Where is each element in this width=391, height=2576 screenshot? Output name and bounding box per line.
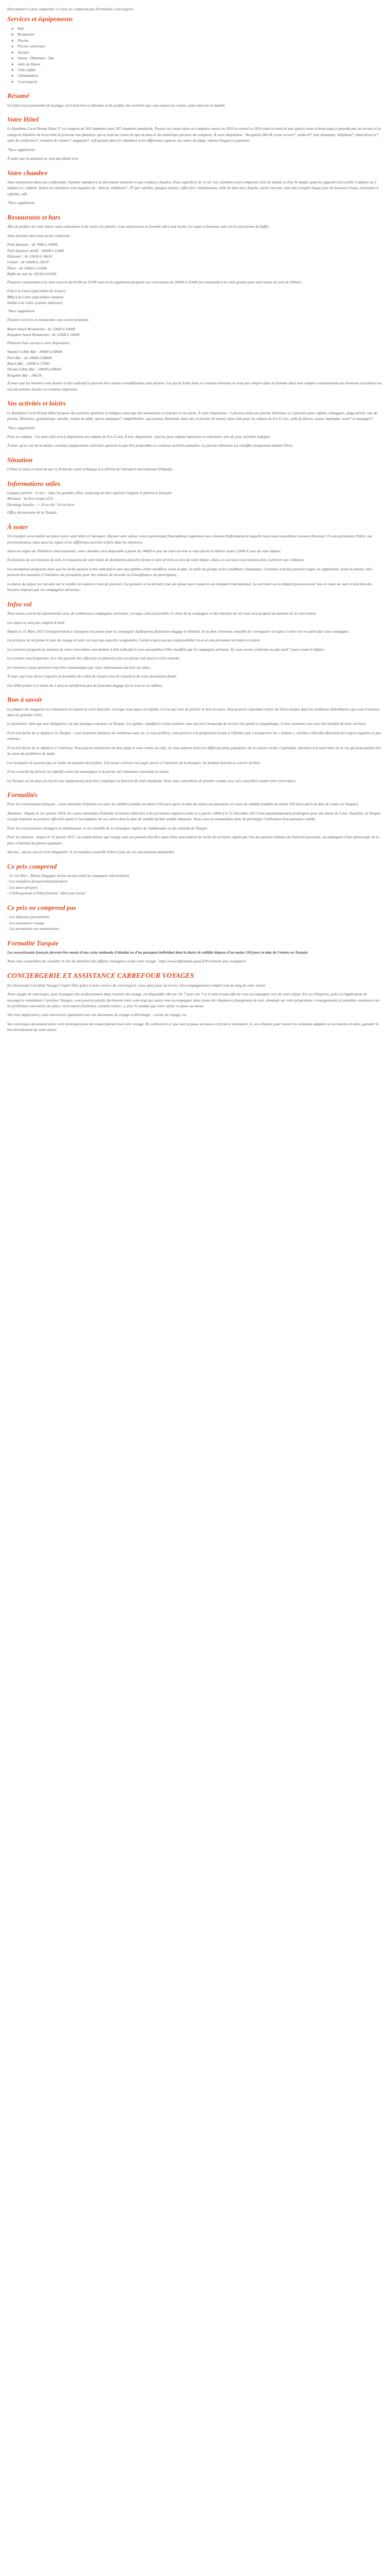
service-item: ◦ Restaurant bbox=[18, 31, 384, 37]
bars-intro: Plusieurs bars seront à votre disposition : bbox=[7, 340, 71, 345]
meal-time: Goûter : de 16h00 à 16h30 bbox=[7, 260, 49, 265]
restaurants-formula: Votre formule ultra tout inclus comprend : bbox=[7, 233, 72, 238]
meal-time: Buffet de nuit de 23h30 à 01h00 bbox=[7, 272, 56, 277]
formalites-paragraph: Pour les mineurs : depuis le 15 janvier 2017, un enfant mineur qui voyage sans ses parents doit être muni d'une autorisation de sortie de territoire signée par l'un des parents titulaire de l'autorité parentale, accompagnée d'une photocopie de la pièce d'identité du parent signataire. bbox=[7, 835, 379, 845]
vol-paragraph: Les bébés (entre 0 et moins de 2 ans) ne bénéficient pas de franchise bagage (et ne sont ni en cabine). bbox=[7, 683, 163, 688]
formalites-paragraph: Pour les ressortissants étrangers ou binationaux, il est conseillé de se renseigner auprès de l'ambassade ou du consulat de Turquie. bbox=[7, 825, 208, 831]
meal-time: Petit déjeuner : de 7h00 à 10h00 bbox=[7, 242, 58, 247]
anoter-paragraph: La durée du séjour est calculée sur le nombre de nuitées et non de journées. La première et la dernière jour du séjour sont consacrés au transport international. Les arrivées ou les départs peuvent avoir lieu en cours de nuit en fonction des horaires imposés par les compagnies aériennes. bbox=[7, 581, 372, 592]
conciergerie-paragraph: Notre équipe de concierges, pour la plupart des professionnels dans l'univers du voyage, est disponible 24h sur 24, 7 jours sur 7 et à votre écoute afin de vous accompagner lors de votre séjour. En cas d'imprévu, grâce à l'application de messagerie instantanée Carrefour Voyages, vous pourrez joindre facilement votre concierge qui saura vous accompagner dans toutes les situations (changement de vols, demande sur votre programme, renseignements à connaître, assistance sur les problèmes rencontrés sur place, réservation d'activités, conseils visites...), avec le souhait que votre séjour se passe au mieux. bbox=[7, 992, 380, 1008]
prix-item: - Les taxes aéroport bbox=[7, 885, 38, 890]
restaurants-disclaimer: À noter que les horaires sont donnés à titre indicatif et peuvent être soumis à modification sans préavis. Les jus de fruits frais et certaines boissons ne sont pas compris dans la formule ultra tout compris contrairement aux boissons alcoolisées ou non alcoolisées locales et certaines importées. bbox=[7, 381, 382, 392]
formalites-paragraph: Vaccins : aucun vaccin n'est obligatoire. Il est toutefois conseillé d'être à jour de vos vaccinations habituelles. bbox=[7, 850, 175, 855]
prix-list bbox=[7, 873, 384, 896]
extras-intro: D'autres services et restaurants vous seront proposés : bbox=[7, 317, 91, 323]
service-item: ◦ Sauna - Hammam - Spa bbox=[18, 55, 384, 61]
alacarte-item: Fish à la Carte (spécialités de la mer) bbox=[7, 289, 66, 294]
resume-title: Résumé bbox=[7, 92, 29, 100]
alacarte-intro: Plusieurs restaurants à la carte ouverts du 01/04 au 31/09 sont servis également proposés sur réservation de 19h00 à 21h00 (un restaurant à la carte gratuit pour tout séjour au sein de l'hôtel) : bbox=[7, 279, 303, 284]
bar-item: Wander Lobby Bar : 10h00 à 00h00 bbox=[7, 349, 62, 354]
page bbox=[0, 0, 391, 1046]
prix-item: - L'hébergement à l'hôtel formule "ultra tout inclus" bbox=[7, 891, 87, 896]
hotel-note: À noter que la animaux ne sont pas admis très. bbox=[7, 156, 79, 161]
services-list bbox=[7, 26, 384, 85]
vol-paragraph: Nous avons conclu des partenariats avec de nombreuses compagnies aériennes. Lorsque cela est possible, le choix de la compagnie et des horaires de vol vous sera proposé au moment de la réservation. bbox=[7, 611, 317, 616]
anoter-paragraph: Les prestations proposées ainsi que les tarifs passent à titre indicatif et sont susceptibles d'être modifiées selon la date, la taille du groupe et les conditions climatiques. Certaines activités peuvent exiger un supplément. Selon la saison, elles peuvent être annulées à l'initiative du prestataire pour des raisons de sécurité ou d'insuffisance de participants. bbox=[7, 566, 372, 578]
meal-time: Petit déjeuner tardif : 10h00 à 11h00 bbox=[7, 248, 64, 253]
chambre-title: Votre chambre bbox=[7, 168, 48, 177]
service-item: ◦ Salle de fitness bbox=[18, 61, 384, 67]
vol-paragraph: La présence de la femme le jour du voyage et votre vol sont une autorité cosignataire, l'avion n'aura aucune responsabilité vis-à-vis des personnes arrivant en retard. bbox=[7, 638, 260, 643]
savoir-paragraph: Il est très facile de se déplacer en Turquie : vous trouverez aisément de nombreux taxis ou, si vous préférez, vous pourrez à la proposition locale à l'hôtelier par a transporter les « dolmus », minibus collectifs effectuant des trajets réguliers et peu onéreux. bbox=[7, 730, 381, 741]
service-item: ◦ Climatisation bbox=[18, 73, 384, 78]
formalites-paragraph: Pour les ressortissants français : carte nationale d'identité en cours de validité (valable au moins 150 jours après la date de retour) ou passeport en cours de validité (valable au moins 150 jours après la date de retour en Turquie). bbox=[7, 802, 359, 807]
loisirs-description: Le Kandima Coral Dream Hôtel propose des activités sportives et ludiques ainsi que des animations en journée et en soirée. À votre disposition : 2 piscines dont une piscine intérieure et 2 piscines pour enfants, toboggans, plage privée, aux de piscine, fléchettes, gymnastique, aérobic, tennis de table, sports nautiques*, amphithéâtre, spa (sauna, Hammam, bain turc et piscine de salon), mini-club pour les enfants de 4 à 12 ans, salle de fitness, sauna, hammam, soins* et massages*. bbox=[7, 410, 378, 421]
situation-text: L'hôtel se situe en bord de mer à 20 km du centre d'Alanya et à 100 km de l'aéroport international d'Antalya. bbox=[7, 467, 173, 472]
bar-item: Pool Bar : de 10h00 à 00h00 bbox=[7, 355, 52, 360]
loisirs-title: Vos activités et loisirs bbox=[7, 399, 66, 408]
formalites-paragraph: Attention : Depuis le 1er janvier 2014, les cartes nationales d'identité sécurisées délivrées à des personnes majeures entre le 2 janvier 2004 et le 31 décembre 2013 sont automatiquement prolongées pour une durée de 5 ans. Toutefois, la Turquie n'a pas transmis sa position officielle quant à l'acceptation de ces cartes dont la date de validité faciale semble dépassée. Nous vous recommandons donc de privilégier l'utilisation d'un passeport valide. bbox=[7, 810, 381, 822]
loisirs-note: *Avec supplément bbox=[7, 425, 35, 430]
extra-item: Beach Snack Restaurant : de 12h00 à 16h00 bbox=[7, 326, 75, 331]
vol-paragraph: Les repas ne sont pas compris à bord. bbox=[7, 620, 65, 625]
turquie-title: Formalité Turquie bbox=[7, 939, 59, 947]
extra-item: Kingdom Snack Restaurant : de 12h00 à 16h00 bbox=[7, 332, 80, 337]
vol-paragraph: À noter que vous devez respecter la formalité des villes de transit (visa de transit) et de votre destination finale. bbox=[7, 674, 177, 679]
situation-title: Situation bbox=[7, 455, 33, 464]
meal-times bbox=[7, 242, 384, 277]
service-item: ◦ Conciergerie bbox=[18, 79, 384, 84]
extras-list bbox=[7, 326, 384, 338]
service-item: ◦ Jacuzzi bbox=[18, 49, 384, 55]
savoir-paragraph: Le pourboire, bien que non obligatoire, est une pratique courante en Turquie. Les guides, chauffeurs et bus-trainees vous ont servi beaucoup de service très gentil et sympathique, il sera rarement vous avez été satisfait de leurs services. bbox=[7, 721, 367, 726]
service-item: ◦ Piscine bbox=[18, 38, 384, 43]
bars-list bbox=[7, 349, 384, 378]
service-item: ◦ Piscine extérieure bbox=[18, 43, 384, 49]
turquie-paragraph bbox=[7, 950, 384, 955]
restaurants-intro: Afin de profiter de votre séjour sans contraintes et de varier les plaisirs, vous séjournerez en formule ultra tout inclus, les repas et boissons sont servis sous forme de buffet. bbox=[7, 224, 270, 229]
service-item: ◦ Club enfant bbox=[18, 67, 384, 73]
meal-time: Déjeuner : de 12h30 à 14h30 bbox=[7, 253, 52, 259]
savoir-paragraph: La Turquie est un pays où l'accès aux équipements peut être compliqué en fonction de votre handicap. Nous vous conseillons de prendre contact avec nos conseillers avant votre réservation. bbox=[7, 778, 296, 783]
info-line: Décalage horaire : + 2h en été / 1h en hiver bbox=[7, 502, 75, 507]
anoter-paragraph: En fonction de vos horaires de vols, le restaurant de votre hôtel de destination peut être fermé à votre arrivée ou lors de votre départ. Dans ce cas nous vous invitons donc à prévoir une collation. bbox=[7, 557, 304, 563]
infos-title: Informations utiles bbox=[7, 479, 60, 487]
alacarte-item: Italian à la Carte (cuisine italienne) bbox=[7, 300, 62, 306]
services-title: Services et équipements bbox=[7, 15, 73, 23]
alacarte-item: BBQ à la Carte (spécialités viandes) bbox=[7, 294, 63, 299]
anoter-paragraph: Un transfert sera réalisé sur place entre votre hôtel et l'aéroport. Durant votre séjour, votre représentant francophone organisera une réunion d'information à laquelle nous vous conseillons vivement d'assister. Il vous présentera l'hôtel, son fonctionnement, mais aussi la région et les différentes activités à faire dans les alentours. bbox=[7, 534, 372, 545]
formalites-title: Formalités bbox=[7, 791, 38, 799]
conciergerie-title: CONCIERGERIE ET ASSISTANCE CARREFOUR VOYAGES bbox=[7, 971, 194, 979]
pasprix-list bbox=[7, 914, 384, 931]
pasprix-item: - Les assurances voyage bbox=[7, 920, 45, 925]
chambre-description: Vous séjournerez dans une confortable chambre standard à la décoration moderne et aux couleurs chaudes, d'une superficie de 21 m². Les chambres sont composées d'un de double et d'un lit simple ayant la capacité d'accueillir 3 adultes ou 2 adultes et 1 enfants. Toutes les chambres sont équipées de : balcon, téléphone*, TV par satellite, parquet (ainsi), coffre-fort, climatisation, salle de bain avec douche, sèche-cheveux, mini-bar (rempli chaque jour de boissons d'eau), nécessaire à café/thé, wifi. bbox=[7, 179, 379, 196]
loisirs-kids: Pour les enfants : Un mini-club sera à disposition des enfants de 4 à 12 ans. À leur disposition : piscine pour enfants intérieure et extérieure, aire de jeux, activités ludiques. bbox=[7, 434, 271, 439]
vol-paragraph: Les horaires retour pourront vous être communiqués par votre représentant une fois sur place. bbox=[7, 665, 152, 670]
turquie-bold: Les ressortissants français devront être munis d'une carte nationale d'identité ou d'un passeport individuel dont la durée de validité dépasse d'au moins 150 jours la date de l'entrée en Turquie. bbox=[7, 950, 309, 955]
restaurants-note: *Avec supplément bbox=[7, 308, 35, 313]
restaurants-title: Restaurants et bars bbox=[7, 213, 61, 221]
savoir-paragraph: Il est conseillé de prévoir un répulsif contre les moustiques et de porter des vêtements couvrants en soirée. bbox=[7, 769, 170, 774]
info-line: Monnaie : la livre turque (LT) bbox=[7, 496, 54, 501]
prix-item: - Les transferts aéroport/hôtel/aéroport bbox=[7, 879, 68, 884]
pasprix-title: Ce prix ne comprend pas bbox=[7, 903, 76, 911]
service-item: ◦ Wifi bbox=[18, 26, 384, 31]
anoter-title: À noter bbox=[7, 522, 28, 531]
savoir-paragraph: La plupart des magasins ou restaurants acceptent la carte bancaire. Lorsque vous payez en liquide, il n'est pas rare de prévoir le bon en euros. Vous pourrez cependant retirer de livres turques dans les nombreux distributeurs que vous trouverez dans les grandes villes. bbox=[7, 706, 380, 717]
resume-text: Un hôtel tout à proximité de la plage, où il fera bon se détendre et de profiter des activités que vous saurez ne croyiez, entre amis ou en famille. bbox=[7, 103, 226, 108]
hotel-note: *Avec supplément bbox=[7, 147, 35, 152]
conciergerie-paragraph: En choisissant Carrefour Voyages l'esprit libre grâce à notre service de conciergerie, vous optez pour un service d'accompagnement complet tout au long de votre séjour. bbox=[7, 982, 266, 988]
pasprix-item: - Les dépenses personnelles bbox=[7, 914, 50, 920]
infos-list bbox=[7, 490, 384, 507]
meal-time: Dîner : de 19h00 à 21h00 bbox=[7, 265, 47, 270]
info-line: Langues parlées : le turc : dans les grandes villes, beaucoup de turcs parlent l'anglais le parlent le français bbox=[7, 490, 172, 495]
vol-title: Infos vol bbox=[7, 600, 32, 608]
infos-office: Office du tourisme de la Turquie bbox=[7, 510, 57, 515]
alacarte-list bbox=[7, 288, 384, 306]
bar-item: Dream Lobby Bar : 10h00 à 00h00 bbox=[7, 367, 61, 372]
savoir-title: Bon à savoir bbox=[7, 696, 42, 704]
vol-paragraph: Les escales sont fréquentes. Les vols peuvent être effectués en plusieurs fois (en pleine nuit aussi) et être retardés. bbox=[7, 656, 181, 661]
anoter-paragraph: Selon les règles de l'hôtellerie internationale, votre chambre sera disponible à partir de 14h00 le jour de votre arrivée et vous devrez la libérer avant 12h00 le jour de votre départ. bbox=[7, 548, 282, 553]
vol-paragraph: Depuis le 31 Mars 2013 l'enregistrement à l'aéroport est assuré pour la compagnie SunExpress (franchises bagage et illimité). Il est donc vivement conseillé de s'enregistrer en ligne si votre vol est opéré par cette compagnie. bbox=[7, 629, 350, 634]
prix-title: Ce prix comprend bbox=[7, 862, 57, 870]
hotel-title: Votre Hôtel bbox=[7, 115, 39, 124]
prix-item: - Le vol Aller - Retour (bagages inclus ou non selon la compagnie sélectionnée) bbox=[7, 873, 129, 878]
vol-paragraph: Les horaires proposés au moment de votre réservation sont donnés à titre indicatif et sont susceptibles d'être modifiés par la compagnie aérienne. Ils vous seront confirmés au plus tard 7 jours avant le départ. bbox=[7, 647, 325, 652]
turquie-paragraph: Nous vous conseillons de consulter le site du ministère des affaires étrangères avant votre voyage : http://www.diplomatie.gouv.fr/fr/conseils-aux-voyageurs/ bbox=[7, 959, 247, 964]
conciergerie-paragraph: Via votre application, vous retrouverez également tous vos documents de voyage à télécharger : carnet de voyage, etc. bbox=[7, 1012, 188, 1018]
chambre-note: *Avec supplément bbox=[7, 200, 35, 206]
savoir-paragraph: Il est très facile de se déplacer à l'intérieur. Vous pouvez néanmoins un bon repas et vous rendre au café, où vous aimerez boire les différents plats populaires de la cuisine locale. Cependant, attention à la nourriture de la rue qui peut parfois être la cause de problèmes de santé. bbox=[7, 745, 382, 756]
intro-line: Description Ce prix comprend / Ce prix ne comprend pas Formalités Conciergerie bbox=[7, 7, 134, 11]
bar-item: Beach Bar : 10h00 à 17h00 bbox=[7, 361, 50, 366]
hotel-description: Le Kandima Coral Dream Hotel 5* se compose de 365 chambres dont 307 chambres standards. Peuvez vos cortes dans un complexe ouvert en 2010 et rénové en 2019 situé en bord de mer (partie toute à beaucoup) et possède par un terrain et la catégorie hôtelière de la terrible la présente une fantaisie, qui se rend au centre de spa où dans le du numérique piscines du complexe. À votre disposition : Reception 24h/24, room service*, médecin* (sur demande), téléphone*, blanchisserie*, salle de conférence*, location de voiture*, magasins*, wifi gratuit dans les chambres et les différentes espaces, un centre de plage, chaises longues et parasols. bbox=[7, 126, 381, 143]
pasprix-item: - Les prestations non mentionnées bbox=[7, 926, 59, 931]
loisirs-weather: À noter qu'en cas de la météo, certaines équipements extérieurs peuvent ne pas être praticables et certaines activités annulées. La piscine intérieure est chauffée uniquement durant l'hiver. bbox=[7, 443, 294, 448]
savoir-paragraph: Les mosquées ne peuvent pas se visiter au moment des prières. Une tenue correcte est exigée (avoir à l'intérieur de la mosquée, les femmes doivent se couvrir la tête). bbox=[7, 760, 260, 765]
bar-item: Kingdom Bar : 24h/24 bbox=[7, 372, 42, 378]
conciergerie-paragraph: Vos concierges deviennent alors votre principal point de contact durant tout votre voyage. Ils veilleront à ce que tout se passe au mieux et feront le nécessaire, le cas échéant, pour trouver les solutions adaptées à vos besoins et ainsi, garantir le bon déroulement de votre séjour. bbox=[7, 1021, 379, 1032]
